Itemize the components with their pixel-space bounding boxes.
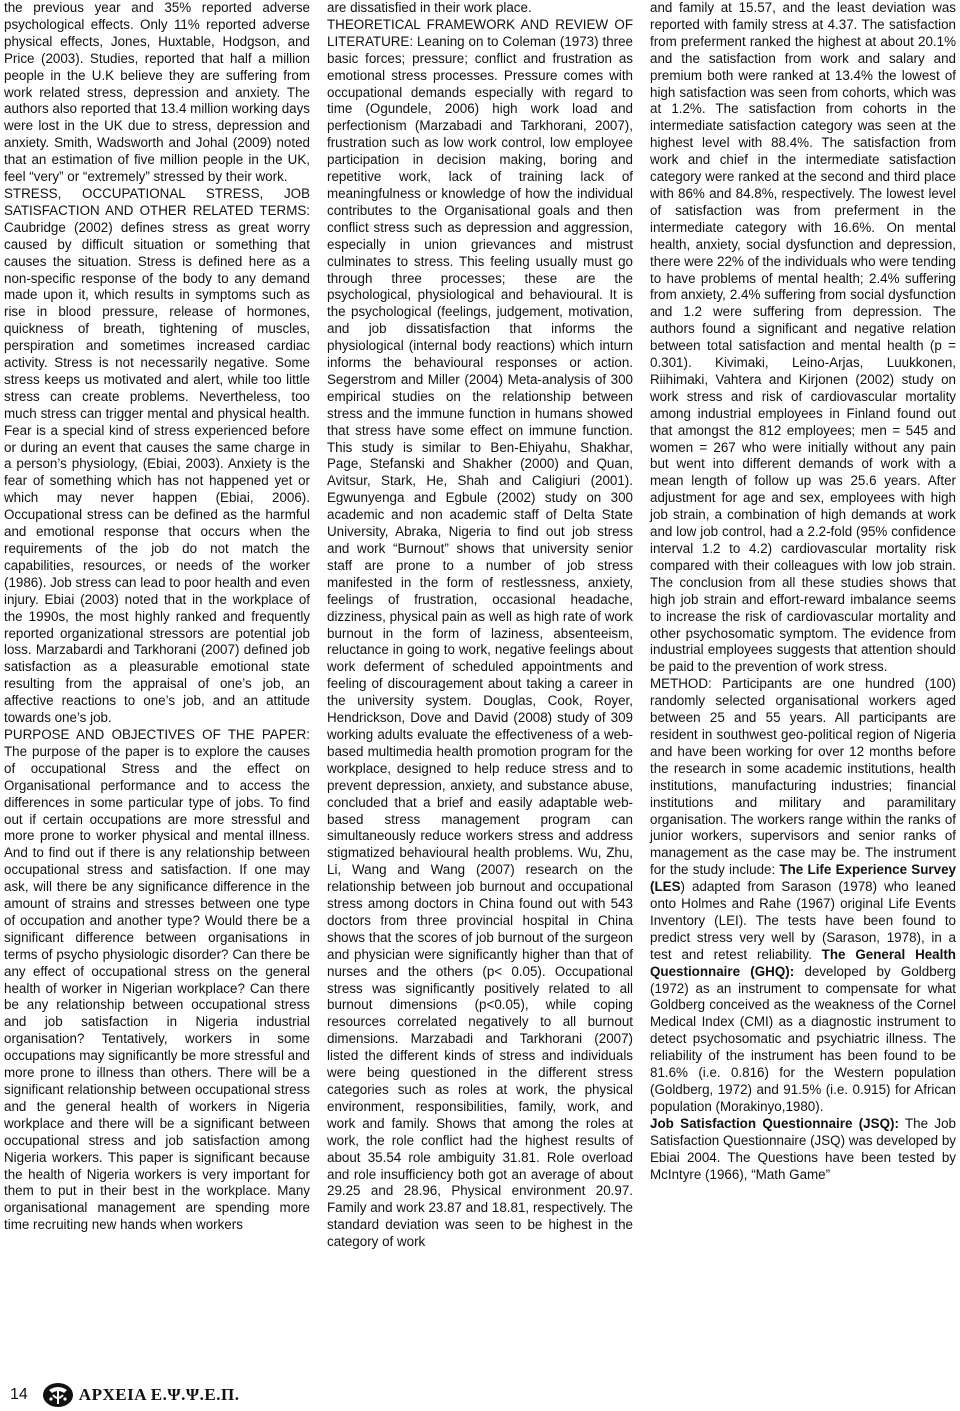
- paragraph-stress-definitions: STRESS, OCCUPATIONAL STRESS, JOB SATISFACTION AND OTHER RELATED TERMS: Caubridge (2002) defines stress as great worry caused by difficult situation or something that causes the situation. Stress is defined here as a non-specific response of the body to any demand made upon it, which results in symptoms such as rise in blood pressure, release of hormones, quickness of breath, tightening of muscles, perspiration and sometimes increased cardiac activity. Stress is not necessarily negative. Some stress keeps us motivated and alert, while too little stress can create problems. Nevertheless, too much stress can trigger mental and physical health. Fear is a special kind of stress experienced before or during an event that causes the same charge in a person’s physiology, (Ebiai, 2003). Anxiety is the fear of something which has not happened yet or which may never happen (Ebiai, 2006). Occupational stress can be defined as the harmful and emotional response that occurs when the requirements of the job do not match the capabilities, resources, or needs of the worker (1986). Job stress can lead to poor health and even injury. Ebiai (2003) noted that in the workplace of the 1990s, the most highly ranked and frequently reported organizational stressors are potential job loss. Marzabardi and Tarkhorani (2007) defined job satisfaction as a pleasurable emotional state resulting from the appraisal of one’s job, an affective reactions to one’s job, and an attitude towards one’s job.: [4, 185, 310, 726]
- column-middle: [327, 0, 633, 1348]
- journal-logo: [42, 1382, 240, 1408]
- page-number: 14: [10, 1386, 28, 1403]
- page-footer: [10, 1382, 239, 1408]
- method-text-a: METHOD: Participants are one hundred (100) randomly selected organisational workers aged between 25 and 55 years. All participants are resident in southwest geo-political region of Nigeria and have been working for over 12 months before the research in some academic institutions, health institutions, manufacturing industries; financial institutions and military and paramilitary organisation. The workers range within the ranks of junior workers, supervisors and senior ranks of management as the case may be. The instrument for the study include:: [650, 676, 956, 878]
- journal-emblem-icon: [42, 1382, 74, 1408]
- paragraph-theoretical-framework: THEORETICAL FRAMEWORK AND REVIEW OF LITERATURE: Leaning on to Coleman (1973) three basic forces; pressure; conflict and frustration as emotional stress processes. Pressure comes with occupational demands especially with regard to time (Ogundele, 2006) high work load and perfectionism (Marzabadi and Tarkhorani, 2007), frustration such as low work control, low employee participation in decision making, boring and repetitive work, lack of training lack of meaningfulness or knowledge of how the individual contributes to the Organisational goals and then conflict stress such as depression and aggression, especially in union grievances and mistrust culminates to stress. This feeling usually must go through three processes; these are the psychological, physiological and behavioural. It is the psychological (feelings, judgement, motivation, and job dissatisfaction that informs the physiological (internal body reactions) which inturn informs the behavioural responses or action. Segerstrom and Miller (2004) Meta-analysis of 300 empirical studies on the relationship between stress and the immune function in humans showed that stress have some effect on immune function. This study is similar to Ben-Ehiyahu, Shakhar, Page, Stefanski and Shakher (2000) and Quan, Avitsur, Stark, He, Shah and Caligiuri (2001). Egwunyenga and Egbule (2002) study on 300 academic and non academic staff of Delta State University, Abraka, Nigeria to find out job stress and work “Burnout” shows that university senior staff are prone to a number of job stress manifested in the form of restlessness, anxiety, feelings of frustration, occasional headache, dizziness, physical pain as well as high rate of work burnout in the form of laziness, absenteeism, reluctance in going to work, negative feelings about work deferment of scheduled appointments and feeling of discouragement about taking a career in the university system. Douglas, Cook, Royer, Hendrickson, Dove and David (2008) study of 309 working adults evaluate the effectiveness of a web-based multimedia health promotion program for the workplace, designed to help reduce stress and to prevent depression, anxiety, and substance abuse, concluded that a brief and easily adaptable web-based stress management program can simultaneously reduce workers stress and address stigmatized behavioural health problems. Wu, Zhu, Li, Wang and Wang (2007) research on the relationship between job burnout and occupational stress among doctors in China found out with 543 doctors from three provincial hospital in China shows that the scores of job burnout of the surgeon and physician were significantly higher than that of nurses and the others (p< 0.05). Occupational stress was significantly positively related to all burnout dimensions (p<0.05), while coping resources correlated negatively to all burnout dimensions. Marzabadi and Tarkhorani (2007) listed the different kinds of stress and individuals were being questioned in the different stress categories such as roles at work, the physical environment, responsibilities, family, work, and work and family. Shows that among the roles at work, the role conflict had the highest results of about 35.54 role ambiguity 31.81. Role overload and role insufficiency both got an average of about 29.25 and 28.96, Physical environment 20.97. Family and work 23.87 and 18.81, respectively. The standard deviation was seen to be highest in the category of work: [327, 16, 633, 1250]
- method-text-b: ) adapted from Sarason (1978) who leaned onto Holmes and Rahe (1967) original Life Events Inventory (LEI). The tests have been found to predict stress very well by (Sarason, 1978), in a test and retest reliability.: [650, 879, 956, 962]
- journal-name: ΑΡΧΕΙΑ Ε.Ψ.Ψ.Ε.Π.: [78, 1385, 240, 1404]
- jsq-heading: Job Satisfaction Questionnaire (JSQ):: [650, 1115, 899, 1131]
- ghq-heading: The General Health Questionnaire (GHQ):: [650, 946, 956, 979]
- paragraph-jsq: [650, 1116, 956, 1184]
- paragraph-review-continued: and family at 15.57, and the least deviation was reported with family stress at 4.37. The satisfaction from preferment ranked the highest at about 20.1% and the satisfaction from work and salary and premium both were ranked at 13.4% the lowest of high satisfaction was seen from cohorts, which was at 1.2%. The satisfaction from cohorts in the intermediate satisfaction category was seen at the highest level with 88.4%. The satisfaction from work and chief in the intermediate satisfaction category were ranked at the second and third place with 86% and 84.8%, respectively. The lowest level of satisfaction was from preferment in the intermediate category with 16.6%. On mental health, anxiety, social dysfunction and depression, there were 22% of the individuals who were tending to have problems of mental health; 2.4% suffering from anxiety, 2.4% suffering from social dysfunction and 1.2 were suffering from depression. The authors found a significant and negative relation between total satisfaction and mental health (p = 0.301). Kivimaki, Leino-Arjas, Luukkonen, Riihimaki, Vahtera and Kirjonen (2002) study on work stress and risk of cardiovascular mortality among industrial employees in Finland found out that amongst the 812 employees; men = 545 and women = 267 who were initially without any pain but went into different demands of work with a mean length of follow up was 25.6 years. After adjustment for age and sex, employees with high job strain, a combination of high demands at work and low job control, had a 2.2-fold (95% confidence interval 1.2 to 4.2) cardiovascular mortality risk compared with their colleagues with low job strain. The conclusion from all these studies shows that high job strain and effort-reward imbalance seems to increase the risk of cardiovascular mortality and other psychosomatic symptom. The evidence from industrial employees suggests that attention should be paid to the prevention of work stress.: [650, 0, 956, 675]
- les-heading: The Life Experience Survey (LES: [650, 862, 956, 895]
- jsq-text: The Job Satisfaction Questionnaire (JSQ) was developed by Ebiai 2004. The Questions have been tested by McIntyre (1966), “Math Game”: [650, 1115, 956, 1182]
- paragraph-method: [650, 676, 956, 1116]
- paragraph-purpose-objectives: PURPOSE AND OBJECTIVES OF THE PAPER: The purpose of the paper is to explore the causes of occupational Stress and the effect on Organisational performance and to access the differences in some particular type of jobs. To find out if certain occupations are more stressful and more prone to worker physical and mental illness. And to find out if there is any relationship between occupational stress and satisfaction. If one may ask, will there be any significance difference in the amount of strains and stresses between one type of occupation and another type? Would there be a significant difference between organisations in terms of psycho physiologic disorder? Can there be any effect of occupational stress on the general health of worker in Nigerian workplace? Can there be any relationship between occupational stress and job satisfaction in Nigeria industrial organisation? Tentatively, workers in some occupations may significantly be more stressful and more prone to illness than others. There will be a significant relationship between occupational stress and the general health of workers in Nigeria workplace and there will be a significant between occupational stress and job satisfaction among Nigeria workers. This paper is significant because the health of Nigeria workers is very important for them to put in their best in the workplace. Many organisational management are spending more time recruiting new hands when workers: [4, 726, 310, 1233]
- column-right: [650, 0, 956, 1348]
- method-text-c: developed by Goldberg (1972) as an instrument to compensate for what Goldberg conceived as the weakness of the Cornel Medical Index (CMI) as a diagnostic instrument to detect psychosomatic and psychiatric illness. The reliability of the instrument has been found to be 81.6% (i.e. 0.816) for the Western population (Goldberg, 1972) and 91.5% (i.e. 0.915) for African population (Morakinyo,1980).: [650, 963, 956, 1114]
- article-body: [4, 0, 956, 1348]
- column-left: [4, 0, 310, 1348]
- paragraph-dissatisfied-continued: are dissatisfied in their work place.: [327, 0, 532, 15]
- paragraph-intro-continued: the previous year and 35% reported adverse psychological effects. Only 11% reported adverse physical effects, Jones, Huxtable, Hodgson, and Price (2003). Studies, reported that half a million people in the U.K believe they are suffering from work related stress, depression and anxiety. The authors also reported that 13.4 million working days were lost in the UK due to stress, depression and anxiety. Smith, Wadsworth and Johal (2009) noted that an estimation of five million people in the UK, feel “very” or “extremely” stressed by their work.: [4, 0, 310, 185]
